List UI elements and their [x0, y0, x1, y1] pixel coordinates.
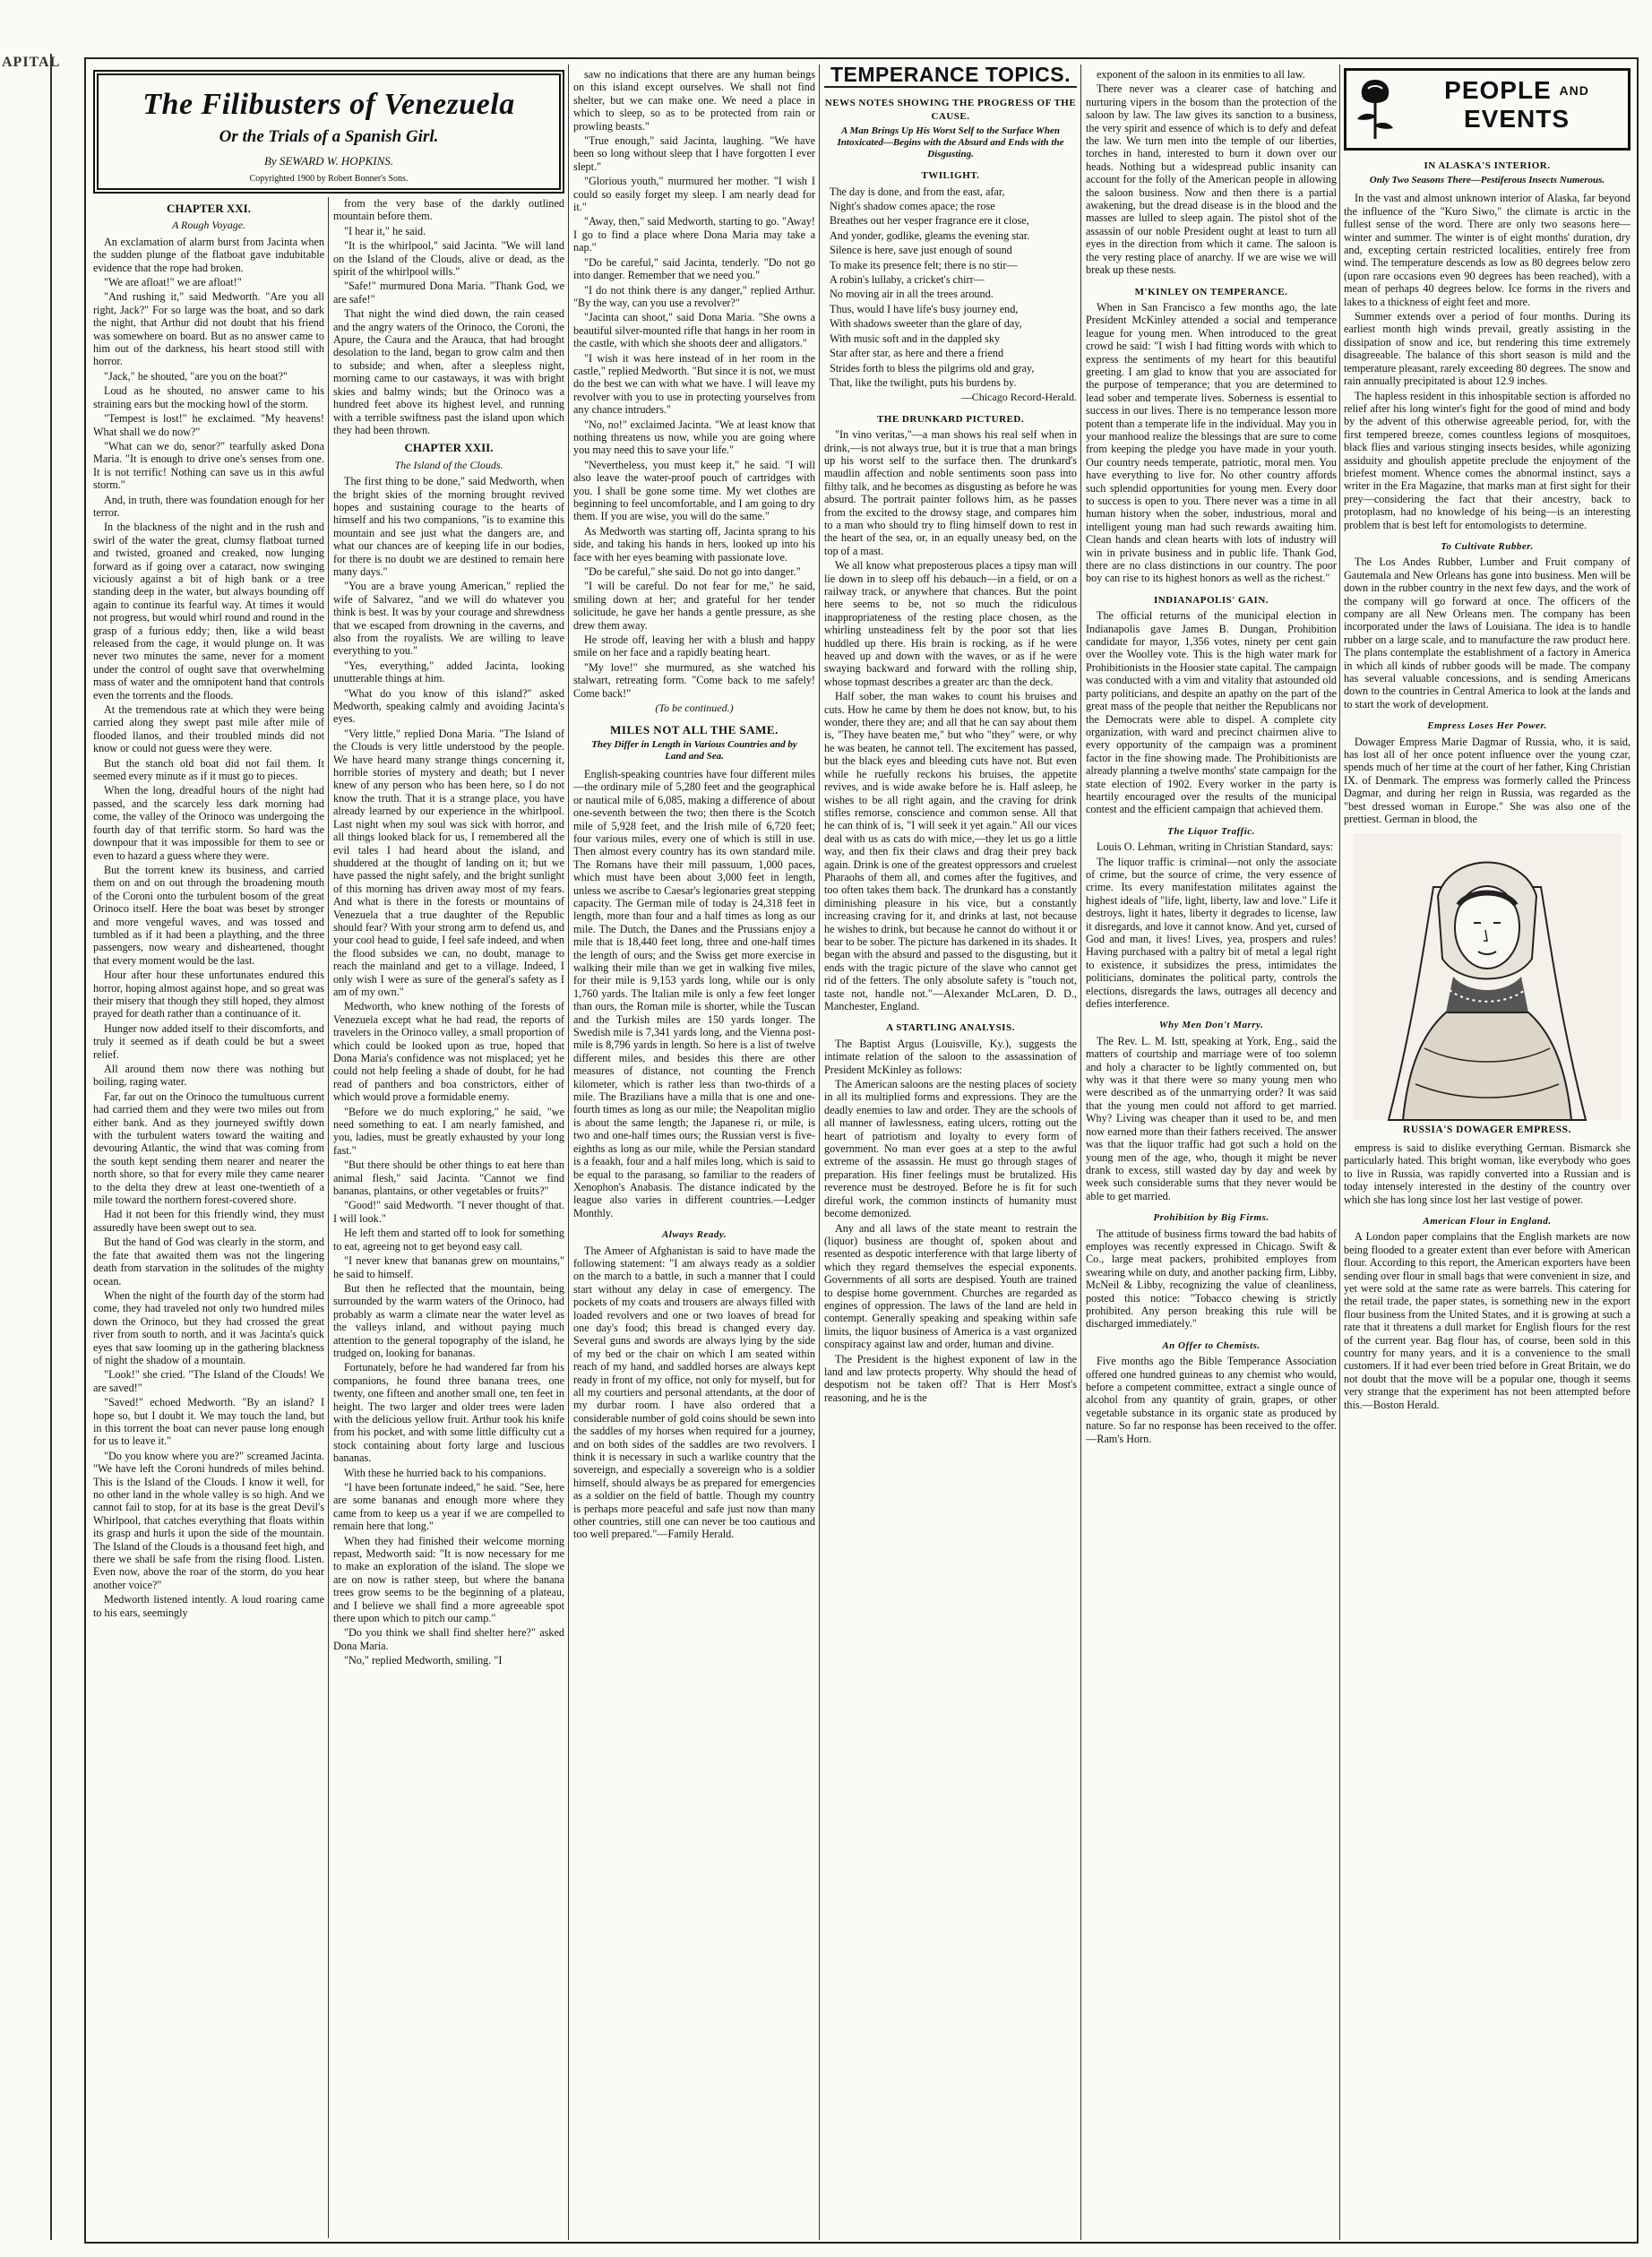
chapter-heading: CHAPTER XXII. — [404, 441, 494, 455]
article-text — [1086, 68, 1337, 277]
paragraph: When they had finished their welcome morning repast, Medworth said: "It is now necessary for me to make an exploration of the island. The slope we are on now is rather steep, but where the banana trees grow seems to be the beginning of a plateau, and I believe we shall find a more agreeable spot there upon which to pitch our camp." — [333, 1534, 564, 1625]
paragraph: When the long, dreadful hours of the night had passed, and the scarcely less dark morning had come, the valley of the Orinoco was undergoing the fourth day of that terrific storm. So hard was the downpour that it was impossible for them to see or even to hazard a guess where they were. — [93, 784, 324, 862]
paragraph: "My love!" she murmured, as she watched his stalwart, retreating form. "Come back to me safely! Come back!" — [573, 660, 815, 700]
paragraph: But then he reflected that the mountain, being surrounded by the warm waters of the Orinoco, had probably as warm a climate near the water level as the valleys inland, and without paying much attention to the general topography of the island, he trudged on, looking for bananas. — [333, 1281, 564, 1359]
article-text — [573, 768, 815, 1219]
poem-line: Breathes out her vesper fragrance ere it close, — [830, 214, 1029, 228]
paragraph: That night the wind died down, the rain ceased and the angry waters of the Orinoco, the Coroni, the Apure, the Caura and the Arauca, that had brought desolation to the land, began to grow calm and then to subside; and when, after a sleepless night, morning came to our castaways, it was with bright skies and balmy winds; but the Orinoco was a hundred feet above its highest level, and running with a terrible swiftness past the island upon which they had been thrown. — [333, 307, 564, 436]
paragraph: Five months ago the Bible Temperance Association offered one hundred guineas to any chemist who would, before a competent committee, extract a single ounce of alcohol from any quantity of grain, grapes, or other vegetable substance in its organic state as produced by nature. So far no response has been received to the offer.—Ram's Horn. — [1086, 1355, 1337, 1445]
paragraph: An exclamation of alarm burst from Jacinta when the sudden plunge of the flatboat gave indubitable evidence that the rope had broken. — [93, 235, 324, 274]
column-5 — [1086, 68, 1337, 2236]
article-headline: Always Ready. — [661, 1229, 727, 1241]
chapter-subheading: A Rough Voyage. — [171, 219, 246, 232]
paragraph: The President is the highest exponent of law in the land and law protects property. Why should the head of despotism not be taken off? That is Herr Most's reasoning, and he is the — [824, 1352, 1077, 1404]
rose-icon — [1352, 76, 1398, 141]
paragraph: The Baptist Argus (Louisville, Ky.), suggests the intimate relation of the saloon to the assassination of President McKinley as follows: — [824, 1037, 1077, 1076]
article-text — [1344, 736, 1630, 826]
article-headline: Why Men Don't Marry. — [1158, 1020, 1264, 1031]
paragraph: English-speaking countries have four different miles—the ordinary mile of 5,280 feet and the geographical or nautical mile of 6,085, making a difference of about one-seventh between the two; then there is the Scotch mile of 5,928 feet, and the Irish mile of 6,720 feet; four various miles, every one of which is still in use. Then almost every country has its own standard mile. The Romans have their mill passuum, 1,000 paces, which must have been about 3,000 feet in length, unless we ascribe to Caesar's legionaries great stepping capacity. The German mile of today is 24,318 feet in length, more than four and a half times as long as our mile. The Dutch, the Danes and the Prussians enjoy a mile that is 18,440 feet long, three and one-half times the length of ours; and the Swiss get more exercise in walking their mile than we get in walking five miles, for their mile is 9,153 yards long, while our is only 1,760 yards. The Italian mile is only a few feet longer than ours, the Roman mile is shorter, while the Tuscan and the Turkish miles are 150 yards longer. The Swedish mile is 7,341 yards long, and the Vienna post-mile is 8,796 yards in length. So here is a list of twelve different miles, and besides this there are other measures of distance, not counting the French kilometer, which is rather less than two-thirds of a mile. The Brazilians have a milla that is one and one-fourth times as long as our mile; the Neapolitan miglio is about the same length; the Japanese ri, or mile, is two and one-half times ours; the Russian verst is five-eighths as long as our mile, while the Persian standard is a feaakh, four and a half miles long, which is said to be equal to the parasang, so familiar to the readers of Xenophon's Anabasis. The distance indicated by the league also varies in different countries.—Ledger Monthly. — [573, 767, 815, 1219]
article-text — [1344, 556, 1630, 711]
poem-line: Star after star, as here and there a friend — [830, 347, 1004, 360]
article-text — [824, 428, 1077, 1012]
paragraph: The Los Andes Rubber, Lumber and Fruit company of Gautemala and New Orleans has gone into business. Men will be down in the rubber country in the next few days, and the work of the company will go forward at once. The officers of the company are all New Orleans men. The company has been incorporated under the laws of Louisiana. The idea is to handle rubber on a large scale, and to manufacture the raw product here. The plans contemplate the establishment of a factory in America in which all kinds of rubber goods will be made. The company has several valuable concessions, and is sending Americans down to the countries in Central America to look at the lands and to start the work of development. — [1344, 556, 1630, 711]
section-headline: NEWS NOTES SHOWING THE PROGRESS OF THE CAUSE. — [824, 98, 1077, 122]
poem-line: And yonder, godlike, gleams the evening star. — [830, 228, 1030, 242]
paragraph: "You are a brave young American," replied the wife of Salvarez, "and we will do whatever you think is best. It was by your courage and shrewdness that we escaped from drowning in the caverns, and also from the royalists. We are willing to leave everything to you." — [333, 580, 564, 658]
paragraph: "What can we do, senor?" tearfully asked Dona Maria. "It is enough to drive one's senses from one. It is not terrific! Nothing can save us in this awful storm." — [93, 439, 324, 492]
paragraph: saw no indications that there are any human beings on this island except ourselves. We shall not find shelter, but we can make one. We need a place in which to sleep, so as to be protected from rain or prowling beasts." — [573, 68, 815, 133]
paragraph: "I wish it was here instead of in her room in the castle," replied Medworth. "But since it is not, we must do the best we can with what we have. I will leave my revolver with you to use in protecting yourselves from any chance intruders." — [573, 351, 815, 417]
paragraph: Medworth listened intently. A loud roaring came to his ears, seemingly — [93, 1593, 324, 1619]
story-text — [333, 475, 564, 1667]
article-text — [1086, 840, 1337, 1010]
article-headline: THE DRUNKARD PICTURED. — [876, 413, 1025, 425]
paragraph: The liquor traffic is criminal—not only the associate of crime, but the source of crime, the very essence of crime. Its every manifestation militates against the highest ideals of "life, light, liberty, law and love." Life it destroys, light it hates, liberty it degrades to license, law it disregards, and love it cannot know. And yet, cursed of God and man, it lives! Lives, yea, prospers and rules! Having purchased with a paltry bit of metal a legal right to existence, it subsidizes the press, intimidates the politicians, dominates the political party, controls the elections, disregards the laws, outrages all decency and defies interference. — [1086, 855, 1337, 1011]
paragraph: "Yes, everything," added Jacinta, looking unutterable things at him. — [333, 659, 564, 685]
portrait-caption: RUSSIA'S DOWAGER EMPRESS. — [1403, 1124, 1571, 1135]
article-text — [1086, 1035, 1337, 1202]
paragraph: Louis O. Lehman, writing in Christian Standard, says: — [1097, 840, 1334, 854]
article-headline: INDIANAPOLIS' GAIN. — [1153, 594, 1269, 606]
paragraph: When in San Francisco a few months ago, the late President McKinley attended a social and temperance league for young men. When introduced to the great crowd he said: "I wish I had fitting words with which to express the sentiments of my heart for this beautiful greeting. I am glad to know that you are associated for the purpose of temperance; that you are determined to lead sober and temperate lives. Soberness is essential to success in our lives. There is no temperance lesson more potent than a temperate life in the individual. May you in your manhood realize the blessings that are sure to come from keeping the pledge you have made in your youth. Our country needs temperate, patriotic, moral men. You have everything to live for. No other country affords such splendid opportunities for young men. Every door to success is open to you. There never was a time in all human history when the sober, industrious, moral and intelligent young man had such rewards awaiting him. Clean hands and clean hearts with lots of industry will win in private business and in public life. Thank God, there are no class distinctions in our country. The poor boy can rise to its highest honors as well as the richest." — [1086, 300, 1337, 585]
article-deck: They Differ in Length in Various Countries and by Land and Sea. — [591, 738, 797, 762]
paragraph: "In vino veritas,"—a man shows his real self when in drink,—is not always true, but it is true that a man brings up his worst self to the surface then. The drunkard's maudlin affection and noble sentiments soon pass into filthy talk, and he becomes as disgusting as before he was absurd. The portrait painter follows him, as he passes from the excited to the drowsy stage, and compares him to a man who should try to fling himself down to rest in the heart of the sea, or, in an equally uneasy bed, on the top of a mast. — [824, 428, 1077, 557]
article-headline: American Flour in England. — [1423, 1215, 1552, 1227]
paragraph: "No, no!" exclaimed Jacinta. "We at least know that nothing threatens us now, while you are going where you may need this to save your life." — [573, 418, 815, 457]
poem-text — [824, 185, 1077, 390]
paragraph: But the hand of God was clearly in the storm, and the fate that awaited them was not the lingering death from starvation in the solitudes of the mighty ocean. — [93, 1236, 324, 1288]
paragraph: Far, far out on the Orinoco the tumultuous current had carried them and they were two miles out from either bank. And as they journeyed swiftly down with the turbulent waters toward the waiting and devouring Atlantic, the wind that was coming from the south kept sending them nearer and nearer the north shore, so that for every mile they came nearer to the delta they drew at least one-twentieth of a mile toward the northern forest-covered shore. — [93, 1090, 324, 1207]
paragraph: The Ameer of Afghanistan is said to have made the following statement: "I am always ready as a soldier on the march to a battle, in such a manner that I could start without any delay in case of emergency. The pockets of my coats and trousers are always filled with loaded revolvers and one or two loaves of bread for one day's food; this bread is changed every day. Several guns and swords are always lying by the side of my bed or the chair on which I am seated within reach of my hand, and saddled horses are always kept ready in front of my office, not only for myself, but for all my courtiers and personal attendants, at the door of my durbar room. I have also ordered that a considerable number of gold coins should be sewn into the saddles of my horses when required for a journey, and on both sides of the saddles are two revolvers. I think it is necessary in such a warlike country that the sovereign, and especially a sovereign who is a soldier himself, should always be as prepared for emergencies as a soldier on the field of battle. Though my country is perhaps more peaceful and safe just now than many other countries, still one can never be too cautious and too well prepared."—Family Herald. — [573, 1244, 815, 1541]
paragraph: "Jacinta can shoot," said Dona Maria. "She owns a beautiful silver-mounted rifle that hangs in her room in the castle, with which she shoots deer and alligators." — [573, 311, 815, 350]
paragraph: "No," replied Medworth, smiling. "I — [344, 1654, 503, 1667]
column-rule — [328, 197, 329, 2238]
article-headline: The Liquor Traffic. — [1167, 825, 1255, 837]
poem-line: Thus, would I have life's busy journey end, — [830, 302, 1019, 315]
column-3 — [573, 68, 815, 2236]
paragraph: exponent of the saloon in its enmities to all law. — [1097, 68, 1305, 81]
paragraph: He strode off, leaving her with a blush and happy smile on her face and a rapidly beating heart. — [573, 633, 815, 659]
paragraph: Medworth, who knew nothing of the forests of Venezuela except what he had read, the reports of travelers in the Orinoco valley, a small proportion of which could be looked upon as true, hoped that Dona Maria's confidence was not misplaced; yet he could not help feeling a shade of doubt, for he had read of panthers and boa constrictors, either of which would prove a formidable enemy. — [333, 1000, 564, 1104]
poem-credit: —Chicago Record-Herald. — [960, 391, 1077, 404]
poem-line: Silence is here, save just enough of sound — [830, 244, 1012, 257]
column-rule — [568, 65, 569, 2240]
column-rule — [1339, 65, 1340, 2240]
serial-copyright: Copyrighted 1900 by Robert Bonner's Sons. — [249, 174, 409, 184]
paragraph: "Safe!" murmured Dona Maria. "Thank God, we are safe!" — [333, 280, 564, 306]
paragraph: The Rev. L. M. Istt, speaking at York, Eng., said the matters of courtship and marriage were of too solemn and holy a character to be lightly commented on, but why was it that there were so many young men who were described as of the unmarrying order? It was said that the young men could not afford to get married. Why? Living was cheaper than it used to be, and men now earned more than their fathers received. The answer was that the liquor traffic had got such a hold on the young men of the age, who, though it might be never drank to excess, still wasted day by day and week by week such considerable sums that they never would be able to get married. — [1086, 1034, 1337, 1202]
paragraph: The first thing to be done," said Medworth, when the bright skies of the morning brought revived hopes and sustaining courage to the hearts of himself and his two companions, "is to examine this mountain and see just what the dangers are, and what our chances are of keeping life in our bodies, for there is no doubt we are destined to remain here many days." — [333, 475, 564, 578]
paragraph: The attitude of business firms toward the bad habits of employes was recently expressed in Chicago. Swift & Co., large meat packers, prohibited employes from swearing while on duty, and another packing firm, Libby, McNeil & Libby, recognizing the value of cleanliness, posted this notice: "Tobacco chewing is strictly prohibited. Any person breaking this rule will be discharged immediately." — [1086, 1227, 1337, 1331]
chapter-subheading: The Island of the Clouds. — [394, 458, 503, 471]
paragraph: Hour after hour these unfortunates endured this horror, hoping almost against hope, and so great was their misery that though they still hoped, they almost prayed for death rather than a continuance of it. — [93, 969, 324, 1021]
serial-title: The Filibusters of Venezuela — [142, 88, 515, 121]
article-text — [1344, 1141, 1630, 1206]
paragraph: "Do be careful," she said. Do not go into danger." — [584, 565, 801, 579]
paragraph: He left them and started off to look for something to eat, agreeing not to get beyond easy call. — [333, 1227, 564, 1253]
paragraph: Summer extends over a period of four months. During its earliest month high winds prevail, greatly assisting in the dissipation of snow and ice, but rendering this time extremely disagreeable. The balance of this short season is mild and the temperature pleasant, rarely exceeding 80 degrees. The snow and rain annually precipitated is about 12.9 inches. — [1344, 310, 1630, 388]
banner-word: EVENTS — [1463, 105, 1570, 133]
paragraph: The hapless resident in this inhospitable section is afforded no relief after his long winter's fight for the good of mind and body by the advent of this otherwise agreeable period, for, with the first tempered breeze, comes countless legions of mosquitoes, black flies and various stinging insects besides, while agonizing assiduity and ghoulish appetite preclude the enjoyment of the briefest moment. Whence comes the abnormal instinct, says a writer in the Era Magazine, that marks man at first sight for their prey—considering the fact that their ancestry, back to protoplasm, had no knowledge of his being—is an interesting problem that is best left for entomologists to determine. — [1344, 389, 1630, 531]
paragraph: "Before we do much exploring," he said, "we need something to eat. I am nearly famished, and you, ladies, must be greatly exhausted by your long fast." — [333, 1105, 564, 1157]
paragraph: "What do you know of this island?" asked Medworth, speaking calmly and avoiding Jacinta's eyes. — [333, 686, 564, 726]
story-text — [573, 68, 815, 700]
paragraph: There never was a clearer case of hatching and nurturing vipers in the bosom than the protection of the saloon by law. The law gives its sanction to a business, the very spirit and essence of which is to defy and defeat the law. We turn men into the temple of our liberties, torches in hand, interested to burn it down over our heads. Nothing but a widespread public insanity can account for the folly of the American people in allowing the saloon business. Now and then there is a partial awakening, but the dread disease is in the blood and the masses are lulled to sleep again. The pistol shot of the assassin of our noble President ought at least to turn all eyes in the direction from which it came. The saloon is the very resting place of anarchy. If we are wise we will break up these nests. — [1086, 82, 1337, 277]
serial-banner — [93, 70, 564, 194]
poem-line: To make its presence felt; there is no stir— — [830, 258, 1018, 271]
article-headline: To Cultivate Rubber. — [1441, 540, 1534, 552]
article-headline: Prohibition by Big Firms. — [1153, 1212, 1269, 1224]
paragraph: Loud as he shouted, no answer came to his straining ears but the mocking howl of the storm. — [93, 384, 324, 410]
paragraph: "I have been fortunate indeed," he said. "See, here are some bananas and enough more where they came from to keep us a year if we are compelled to remain here that long." — [333, 1481, 564, 1533]
poem-line: That, like the twilight, puts his burdens by. — [830, 375, 1017, 389]
paragraph: "I never knew that bananas grew on mountains," he said to himself. — [333, 1254, 564, 1280]
article-headline: M'KINLEY ON TEMPERANCE. — [1134, 286, 1288, 297]
paragraph: "We are afloat!" we are afloat!" — [104, 276, 242, 289]
poem-title: TWILIGHT. — [921, 170, 980, 182]
continued-notice: (To be continued.) — [655, 702, 734, 715]
article-headline: An Offer to Chemists. — [1162, 1340, 1261, 1351]
article-headline: MILES NOT ALL THE SAME. — [610, 722, 779, 737]
paragraph: "Do be careful," said Jacinta, tenderly. "Do not go into danger. Remember that we need you." — [573, 255, 815, 282]
paragraph: When the night of the fourth day of the storm had come, they had traveled not only two hundred miles down the Orinoco, but they had crossed the great river from south to north, and it was Jacinta's quick eyes that saw looming up in the gathering blackness of night the shadow of a mountain. — [93, 1288, 324, 1366]
paragraph: A London paper complains that the English markets are now being flooded to a greater extent than ever before with American flour. According to this report, the American exporters have been sending over flour in small bags that were convenient in size, and yet were sold at the same rate as were barrels. This catering for the retail trade, the paper states, is something new in the export flour business from the United States, and it is growing at such a rate that it threatens a dull market for English flours for the rest of the current year. Bag flour has, of course, been sold in this country for many years, and it is a convenience to the small customers. If it had ever been tried before in Great Britain, we do not doubt that the move will be a popular one, though it seems very strange that the experiment has not been attempted before this.—Boston Herald. — [1344, 1230, 1630, 1411]
adjacent-masthead-fragment: APITAL — [2, 55, 61, 70]
poem-line: Night's shadow comes apace; the rose — [830, 200, 995, 213]
article-headline: Empress Loses Her Power. — [1427, 720, 1547, 732]
paragraph: Fortunately, before he had wandered far from his companions, he found three banana trees, one twenty, one fifteen and another small one, ten feet in height. The two larger and older trees were laden with the delicious yellow fruit. Arthur took his knife from his pocket, and with some little difficulty cut a stock containing about forty large and luscious bananas. — [333, 1361, 564, 1465]
paragraph: "I will be careful. Do not fear for me," he said, smiling down at her; and grateful for her tender solicitude, he gave her hands a gentle pressure, as she drew them away. — [573, 580, 815, 632]
paragraph: "Away, then," said Medworth, starting to go. "Away! I go to find a place where Dona Maria may take a nap." — [573, 215, 815, 254]
serial-byline: By SEWARD W. HOPKINS. — [263, 154, 394, 168]
paragraph: Any and all laws of the state meant to restrain the (liquor) business are thought of, spoken about and resented as despotic interference with that large liberty of which they regard themselves the especial exponents. Governments of all sorts are despised. Youth are trained to despise home government. Churches are regarded as engines of oppression. The laws of the land are held in contempt. Generally speaking and speaking within safe limits, the liquor business of America is a vast organized conspiracy against law and order, human and divine. — [824, 1221, 1077, 1351]
article-text — [1086, 301, 1337, 585]
paragraph: "I hear it," he said. — [344, 224, 426, 237]
paragraph: In the blackness of the night and in the rush and swirl of the water the great, clumsy flatboat turned and twisted, groaned and creaked, now lunging forward as if going over a cataract, now swinging viciously against a bit of high bank or a tree standing deep in the water, but always bounding off again to continue its fearful way. At times it would not progress, but would whirl round and round in the grasp of a furious eddy; then, like a wild beast released from the cage, it would plunge on. It was never two minutes the same, never for a moment under the control of ought save that overwhelming mass of water and the omnipotent hand that controls even the torrents and the floods. — [93, 521, 324, 702]
story-text — [333, 197, 564, 436]
paragraph: Had it not been for this friendly wind, they must assuredly have been swept out to sea. — [93, 1208, 324, 1234]
paragraph: Dowager Empress Marie Dagmar of Russia, who, it is said, has lost all of her once potent influence over the young czar, spends much of her time at the court of her father, King Christian IX. of Denmark. The empress was formerly called the Princess Dagmar, and during her reign in Russia, was regarded as the "best dressed woman in Europe." She was also one of the prettiest. German in blood, the — [1344, 735, 1630, 826]
paragraph: "Look!" she cried. "The Island of the Clouds! We are saved!" — [93, 1368, 324, 1394]
story-text — [93, 236, 324, 1619]
paragraph: The American saloons are the nesting places of society in all its multiplied forms and expressions. They are the deadly enemies to law and order. They are the schools of all manner of lawlessness, eating ulcers, rotting out the heart of patriotism and loyalty to every form of government. No man ever goes at a step to the awful extreme of the assassin. He must go through stages of preparation. His finer feelings must be brutalized. His reverence must be destroyed. Before he is fit for such direful work, the common instincts of humanity must become demonized. — [824, 1078, 1077, 1220]
paragraph: And, in truth, there was foundation enough for her terror. — [93, 493, 324, 519]
column-2 — [333, 197, 564, 2238]
article-text — [1086, 1355, 1337, 1445]
paragraph: "Glorious youth," murmured her mother. "I wish I could so easily forget my sleep. I am nearly dead for it." — [573, 175, 815, 214]
paragraph: "Saved!" echoed Medworth. "By an island? I hope so, but I doubt it. We may touch the land, but in this torrent the boat can never pause long enough for us to leave it." — [93, 1396, 324, 1448]
paragraph: All around them now there was nothing but boiling, raging water. — [93, 1063, 324, 1089]
paragraph: As Medworth was starting off, Jacinta sprang to his side, and taking his hands in hers, looked up into his face with her eyes beaming with passionate love. — [573, 524, 815, 564]
banner-word: AND — [1559, 83, 1589, 98]
article-deck: Only Two Seasons There—Pestiferous Insects Numerous. — [1369, 175, 1605, 186]
empress-portrait — [1353, 833, 1622, 1120]
paragraph: In the vast and almost unknown interior of Alaska, far beyond the influence of the "Kuro Siwo," the climate is arctic in the fullest sense of the word. There are only two seasons here—winter and summer. The winter is of eight months' duration, dry and, excepting certain restricted localities, entirely free from wind. The temperature descends as low as 80 degrees below zero (upon rare occasions even 90 degrees has been reached), with a mean of perhaps 40 degrees below. Ice forms in the rivers and lakes to a thickness of eight feet and more. — [1344, 192, 1630, 308]
adjacent-page-edge — [0, 54, 61, 2240]
article-headline: IN ALASKA'S INTERIOR. — [1424, 160, 1551, 171]
article-text — [1086, 1228, 1337, 1331]
article-headline: A STARTLING ANALYSIS. — [886, 1022, 1015, 1034]
paragraph: Half sober, the man wakes to count his bruises and cuts. How he came by them he does not know, but, to his wonder, there they are; and all that he can say about them is, "They have beaten me," but who "they" were, or why he was beaten, he cannot tell. The excitement has passed, but the black eyes and bleeding cuts have not. But even while he ruefully reckons his bruises, the appetite revives, and is wide awake before he is. Half asleep, he wishes to be all right again, and the craving for drink stifles remorse, conscience and common sense. All that he can think of is, "I will seek it yet again." All our vices deal with us as cats do with mice,—they let us go a little way, and then fix their claws and drag their prey back again. Drink is one of the greatest oppressors and cruelest Pharaohs of them all, and comes after the fugitives, and too often takes them back. The drunkard has a constantly diminishing pleasure in his vice, but a constantly increasing craving for it, and drinks at last, not because he wishes to drink, but because he cannot do without it or bear to be sober. The picture has darkened in its shades. It began with the absurd and passed to the disgusting, but it ends with the tragic picture of the slave who cannot get rid of the fetters. The only absolute safety is "touch not, taste not, handle not."—Alexander McLaren, D. D., Manchester, England. — [824, 690, 1077, 1012]
column-6 — [1344, 68, 1630, 2236]
paragraph: "Do you know where you are?" screamed Jacinta. "We have left the Coroni hundreds of miles behind. This is the Island of the Clouds. I know it well, for no other land in the whole valley is so high. And we cannot fail to stop, for at its base is the great Devil's Whirlpool, that catches everything that floats within its grasp and hurls it upon the side of the mountain. The Island of the Clouds is a thousand feet high, and there we shall be safe from the rising flood. Listen. Even now, above the roar of the storm, do you hear another voice?" — [93, 1449, 324, 1591]
paragraph: "Jack," he shouted, "are you on the boat?" — [104, 369, 288, 383]
paragraph: "I do not think there is any danger," replied Arthur. "By the way, can you use a revolver?" — [573, 283, 815, 309]
poem-line: Strides forth to bless the pilgrims old and gray, — [830, 361, 1035, 375]
paragraph: "True enough," said Jacinta, laughing. "We have been so long without sleep that I have forgotten I ever slept." — [573, 134, 815, 173]
banner-word: PEOPLE — [1444, 76, 1552, 104]
chapter-heading: CHAPTER XXI. — [167, 202, 251, 215]
people-events-banner — [1344, 68, 1630, 151]
paragraph: Hunger now added itself to their discomforts, and truly it seemed as if death could be but a sweet relief. — [93, 1021, 324, 1061]
column-rule — [819, 65, 820, 2240]
paragraph: "Good!" said Medworth. "I never thought of that. I will look." — [333, 1199, 564, 1225]
poem-line: With music soft and in the dappled sky — [830, 332, 1001, 345]
serial-subtitle: Or the Trials of a Spanish Girl. — [219, 127, 439, 146]
article-text — [1344, 1230, 1630, 1411]
paragraph: "It is the whirlpool," said Jacinta. "We will land on the Island of the Clouds, alive or dead, as the spirit of the whirlpool wills." — [333, 239, 564, 279]
paragraph: "But there should be other things to eat here than animal flesh," said Jacinta. "Cannot we find bananas, plantains, or other vegetables or fruits?" — [333, 1159, 564, 1198]
poem-line: A robin's lullaby, a cricket's chirr— — [830, 273, 985, 287]
column-rule — [1080, 65, 1081, 2240]
paragraph: But the torrent knew its business, and carried them on and on out through the broadening mouth of the Coroni onto the turbulent bosom of the great Orinoco itself. Here the boat was beset by stronger and more vengeful waves, and was tossed and tumbled as if it had been a plaything, and the three passengers, now weary and disheartened, thought that every moment would be the last. — [93, 863, 324, 967]
column-1 — [93, 197, 324, 2238]
section-deck: A Man Brings Up His Worst Self to the Surface When Intoxicated—Begins with the Absurd and Ends with the Disgusting. — [837, 125, 1064, 160]
paragraph: "And rushing it," said Medworth. "Are you all right, Jack?" For so large was the boat, and so dark the night, that Arthur did not doubt that his friend was somewhere on board. But as no answer came to him out of the darkness, his heart stood still with horror. — [93, 290, 324, 368]
paragraph: But the stanch old boat did not fail them. It seemed every minute as if it must go to pieces. — [93, 756, 324, 783]
temperance-banner: TEMPERANCE TOPICS. — [824, 68, 1077, 88]
article-text — [1086, 609, 1337, 816]
paragraph: "Do you think we shall find shelter here?" asked Dona Maria. — [333, 1626, 564, 1652]
article-text — [1344, 192, 1630, 531]
paragraph: At the tremendous rate at which they were being carried along they swept past mile after mile of flooded llanos, and their troubled minds did not know or could not guess were they were. — [93, 703, 324, 755]
paragraph: "Nevertheless, you must keep it," he said. "I will also leave the water-proof pouch of cartridges with you. I shall be gone some time. My wet clothes are beginning to feel uncomfortable, and I am going to dry them. If you are wise, you will do the same." — [573, 458, 815, 523]
paragraph: With these he hurried back to his companions. — [344, 1466, 546, 1479]
poem-line: No moving air in all the trees around. — [830, 288, 994, 301]
paragraph: from the very base of the darkly outlined mountain before them. — [333, 197, 564, 223]
people-events-title — [1411, 76, 1622, 134]
article-text — [573, 1245, 815, 1541]
column-4 — [824, 63, 1077, 2236]
paragraph: "Very little," replied Dona Maria. "The Island of the Clouds is very little understood by the people. We have heard many strange things concerning it, horrible stories of mystery and death; but I never knew of any person who has been here, so I do not know the truth. That it is a strange place, you have already learned by our experience in the whirlpool. Last night when my soul was sick with horror, and all things looked black for us, I remembered all the evil tales I had heard about the island, and shuddered at the thought of landing on it; but we have passed the night safely, and the bright sunlight of this morning has driven away most of my fears. And what is there in the forests or mountains of Venezuela that a true daughter of the Republic should fear? With your strong arm to defend us, and your cool head to guide, I feel safe indeed, and when the flood subsides we can, no doubt, manage to reach the mainland and get to a village. Indeed, I only wish I were as sure of the general's safety as I am of my own." — [333, 727, 564, 998]
paragraph: We all know what preposterous places a tipsy man will lie down in to sleep off his debauch—in a field, or on a railway track, or anywhere that chances. But the point here seems to be, not so much the ridiculous inappropriateness of the resting place chosen, as the whirling unsteadiness felt by the poor sot that lies huddled up there. His brain is rocking, as if he were heaved up and down with the waves, or as if he were swaying backward and forward with the rolling ship, whose topmast describes a greater arc than the deck. — [824, 559, 1077, 688]
poem-line: The day is done, and from the east, afar, — [830, 185, 1005, 198]
poem-line: With shadows sweeter than the glare of day, — [830, 317, 1022, 331]
paragraph: The official returns of the municipal election in Indianapolis gave James B. Dungan, Prohibition candidate for mayor, 1,356 votes, ninety per cent gain over the Woolley vote. This is the high water mark for Prohibitionists in the Hoosier state capital. The campaign was conducted with a vim and vitality that astounded old party politicians, and despite an apathy on the part of the great mass of the people that neither the Republicans nor the Democrats were able to dispel. A complete city organization, with ward and precinct chairmen alive to every opportunity of the campaign was a prominent factor in the fine showing made. The Prohibitionists are already planning a twelve months' state campaign for the state election of 1902. Every worker in the party is heartily encouraged over the results of the municipal contest and the efficient campaign that achieved them. — [1086, 609, 1337, 816]
paragraph: "Tempest is lost!" he exclaimed. "My heavens! What shall we do now?" — [93, 412, 324, 438]
paragraph: empress is said to dislike everything German. Bismarck she particularly hated. This bright woman, like everybody who goes to live in Russia, was rapidly converted into a Russian and is today intensely interested in the destiny of the country over which she has long since lost her last vestige of power. — [1344, 1141, 1630, 1206]
article-text — [824, 1038, 1077, 1404]
